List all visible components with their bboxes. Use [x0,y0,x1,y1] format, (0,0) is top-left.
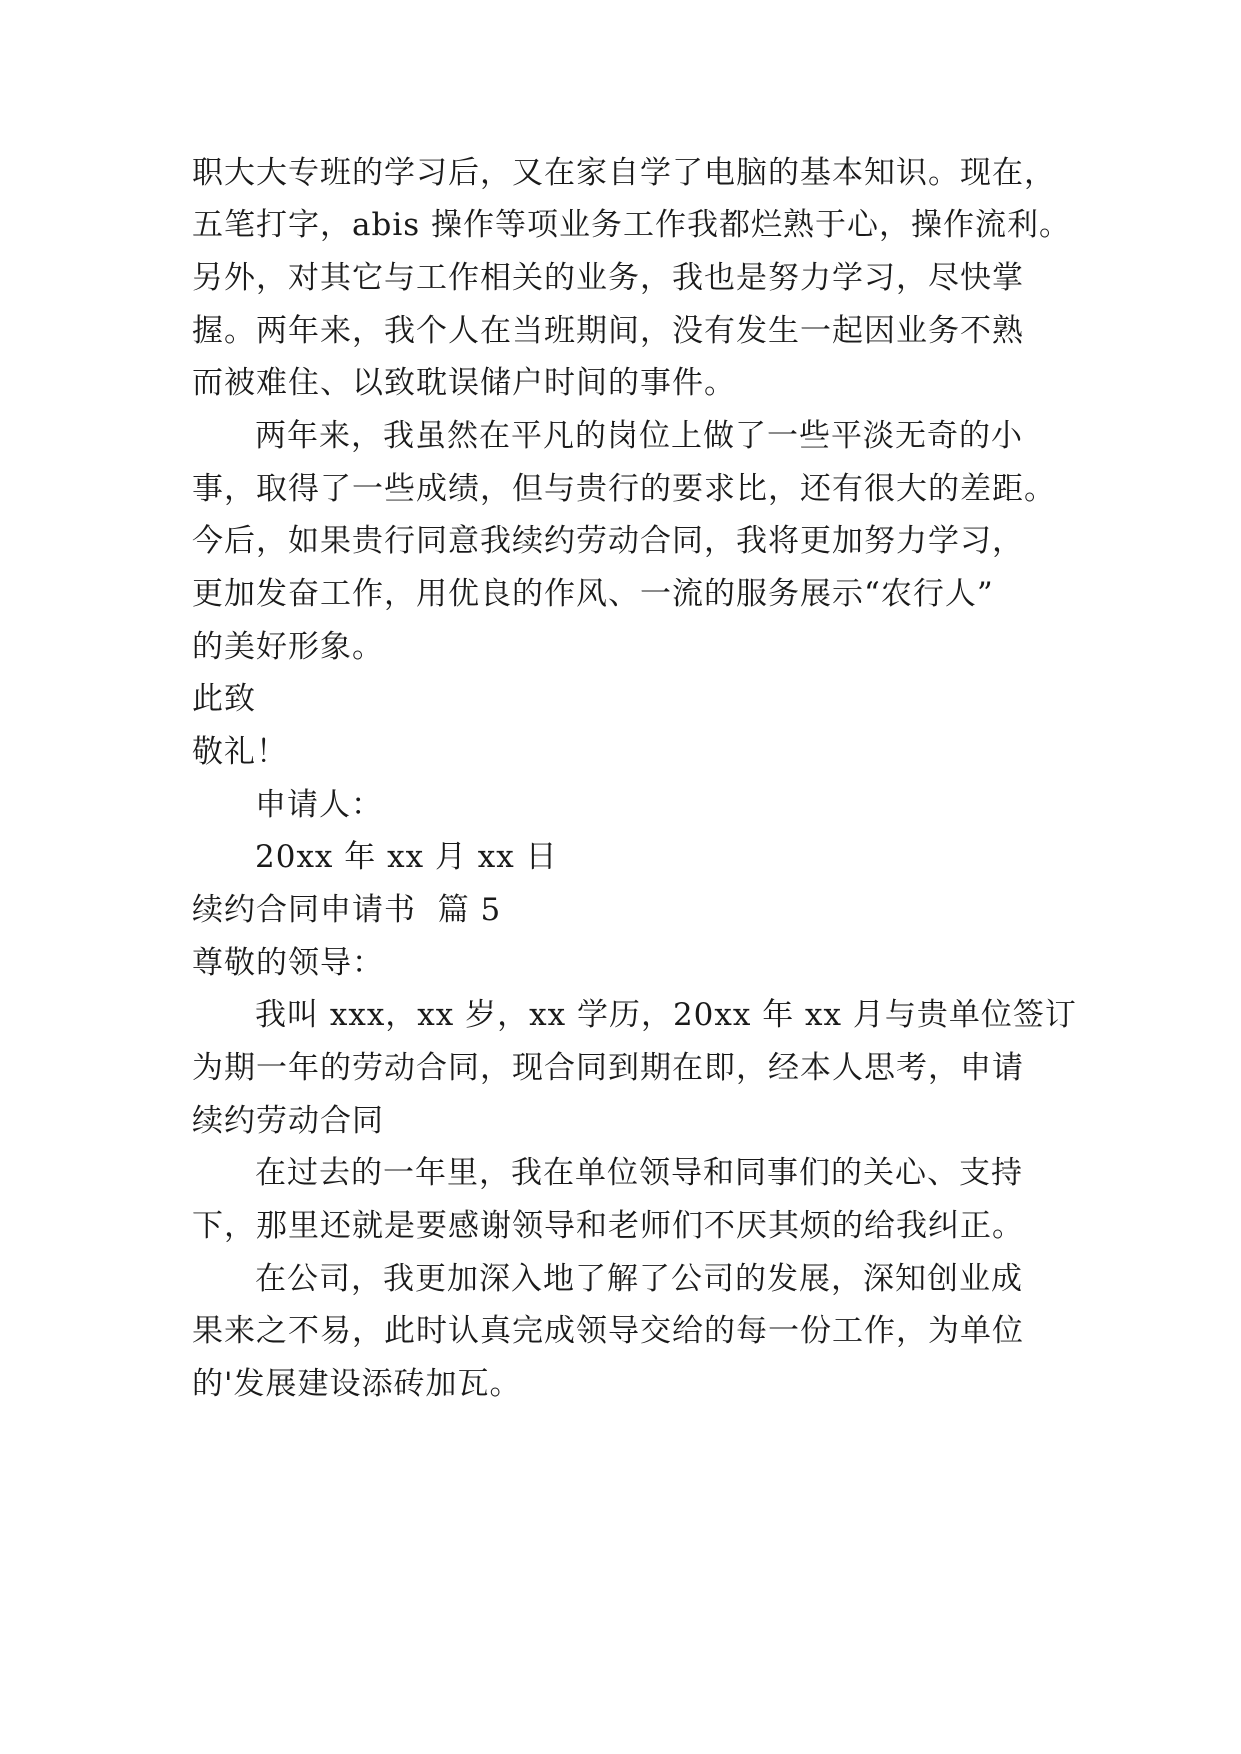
body-line: 五笔打字，abis 操作等项业务工作我都烂熟于心，操作流利。 [192,207,1072,243]
body-line: 为期一年的劳动合同，现合同到期在即，经本人思考，申请 [192,1050,1024,1086]
body-line: 续约劳动合同 [192,1103,384,1139]
body-line: 我叫 xxx，xx 岁，xx 学历，20xx 年 xx 月与贵单位签订 [255,997,1077,1033]
body-line: 的美好形象。 [192,629,384,665]
body-line: 而被难住、以致耽误储户时间的事件。 [192,365,736,401]
body-line: 事，取得了一些成绩，但与贵行的要求比，还有很大的差距。 [192,471,1056,507]
body-line: 在公司，我更加深入地了解了公司的发展，深知创业成 [255,1261,1023,1297]
applicant-line: 申请人： [255,787,383,823]
section-title: 续约合同申请书 篇 5 [192,892,502,928]
body-line: 另外，对其它与工作相关的业务，我也是努力学习，尽快掌 [192,260,1024,296]
body-line: 果来之不易，此时认真完成领导交给的每一份工作，为单位 [192,1313,1024,1349]
body-line: 今后，如果贵行同意我续约劳动合同，我将更加努力学习， [192,523,1024,559]
body-line: 握。两年来，我个人在当班期间，没有发生一起因业务不熟 [192,313,1024,349]
body-line: 的'发展建设添砖加瓦。 [192,1366,522,1402]
body-line: 两年来，我虽然在平凡的岗位上做了一些平淡无奇的小 [255,418,1023,454]
closing-line: 此致 [192,681,256,717]
body-line: 在过去的一年里，我在单位领导和同事们的关心、支持 [255,1155,1023,1191]
salutation-line: 敬礼！ [192,734,288,770]
greeting-line: 尊敬的领导： [192,945,384,981]
body-line: 下，那里还就是要感谢领导和老师们不厌其烦的给我纠正。 [192,1208,1024,1244]
date-line: 20xx 年 xx 月 xx 日 [255,839,558,875]
body-line: 更加发奋工作，用优良的作风、一流的服务展示“农行人” [192,576,994,612]
body-line: 职大大专班的学习后，又在家自学了电脑的基本知识。现在， [192,155,1056,191]
